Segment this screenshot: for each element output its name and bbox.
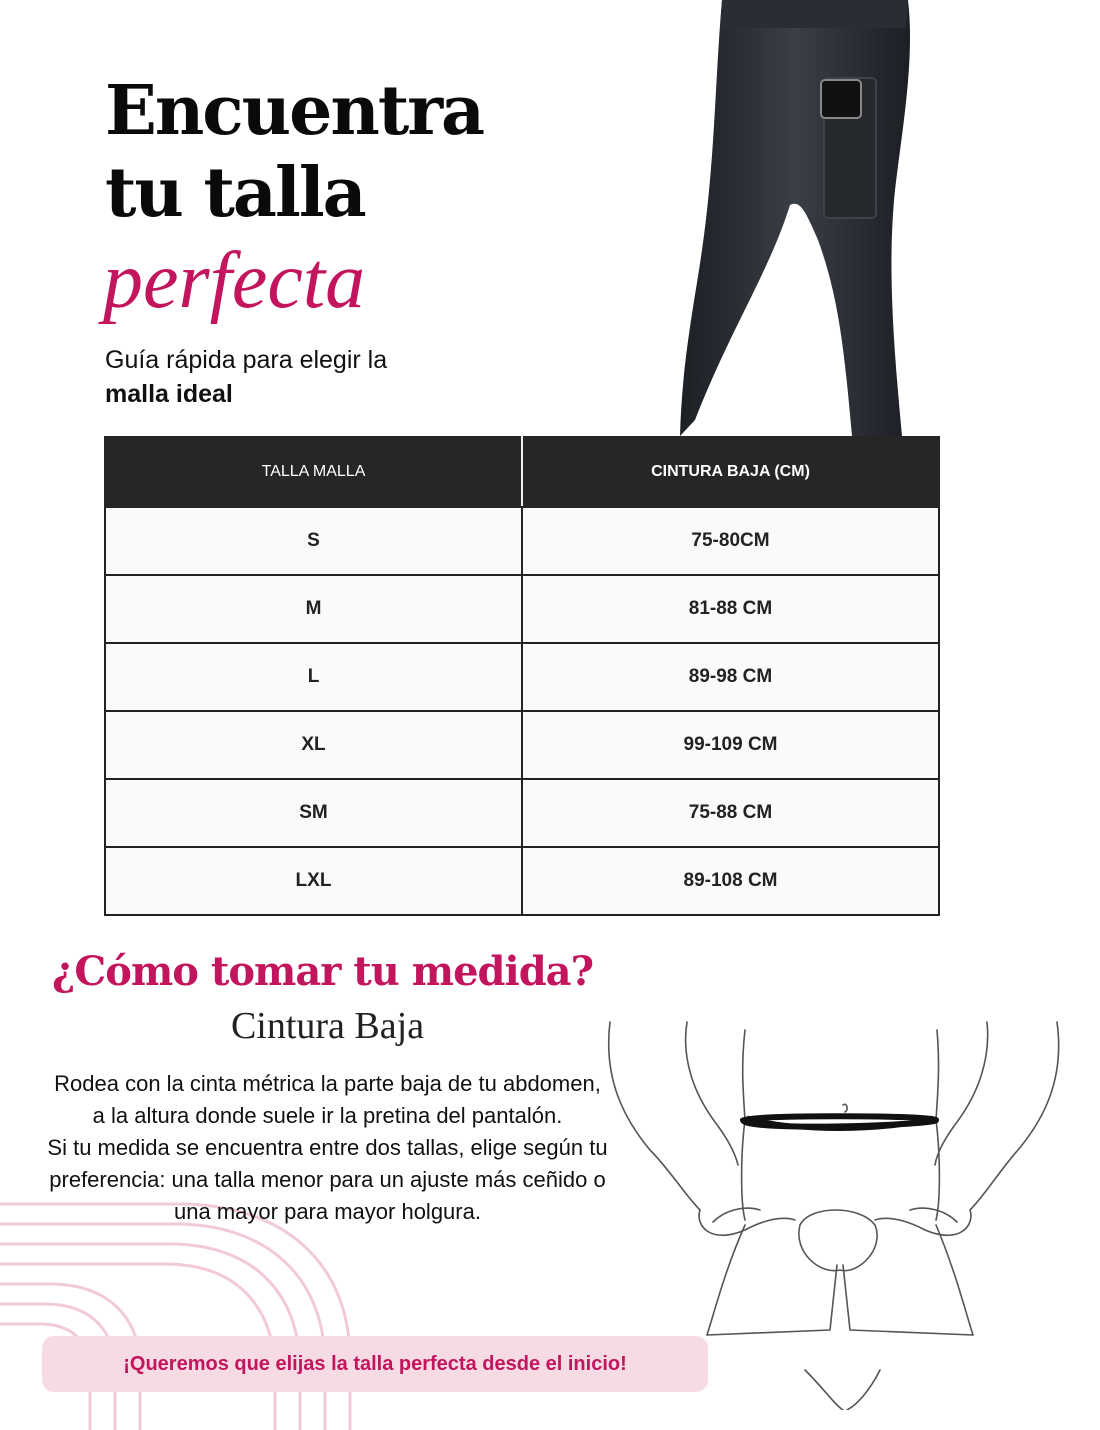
waist-cell: 89-98 CM: [522, 643, 939, 711]
howto-paragraph-2: Si tu medida se encuentra entre dos tallas, elige según tu preferencia: una talla menor para un ajuste más ceñido o una mayor para mayor holgura.: [47, 1135, 608, 1224]
table-row: [105, 847, 939, 915]
waist-cell: 75-88 CM: [522, 779, 939, 847]
size-table: [104, 436, 940, 916]
waist-cell: 89-108 CM: [522, 847, 939, 915]
howto-instructions: [45, 1068, 610, 1228]
title-line-1: Encuentra: [105, 71, 484, 151]
header-size: TALLA MALLA: [105, 437, 522, 507]
size-cell: SM: [105, 779, 522, 847]
waist-cell: 75-80CM: [522, 507, 939, 575]
table-row: [105, 507, 939, 575]
waist-cell: 99-109 CM: [522, 711, 939, 779]
leggings-photo-icon: [640, 0, 940, 440]
subtitle: Guía rápida para elegir la: [105, 346, 388, 374]
size-cell: S: [105, 507, 522, 575]
size-cell: LXL: [105, 847, 522, 915]
table-row: [105, 779, 939, 847]
header-waist: CINTURA BAJA (CM): [522, 437, 939, 507]
size-cell: L: [105, 643, 522, 711]
cta-banner: [42, 1336, 708, 1392]
page-title: [105, 70, 483, 234]
size-cell: M: [105, 575, 522, 643]
howto-title: ¿Cómo tomar tu medida?: [51, 948, 594, 995]
howto-paragraph-1: Rodea con la cinta métrica la parte baja de tu abdomen, a la altura donde suele ir la pretina del pantalón.: [54, 1071, 601, 1128]
size-cell: XL: [105, 711, 522, 779]
howto-subtitle: Cintura Baja: [230, 1005, 425, 1047]
table-header-row: [105, 437, 939, 507]
title-accent: perfecta: [103, 237, 366, 325]
table-row: [105, 711, 939, 779]
title-line-2: tu talla: [105, 153, 365, 233]
cta-text: ¡Queremos que elijas la talla perfecta desde el inicio!: [123, 1352, 627, 1375]
table-row: [105, 643, 939, 711]
waist-cell: 81-88 CM: [522, 575, 939, 643]
table-row: [105, 575, 939, 643]
subtitle-bold: malla ideal: [105, 380, 233, 408]
